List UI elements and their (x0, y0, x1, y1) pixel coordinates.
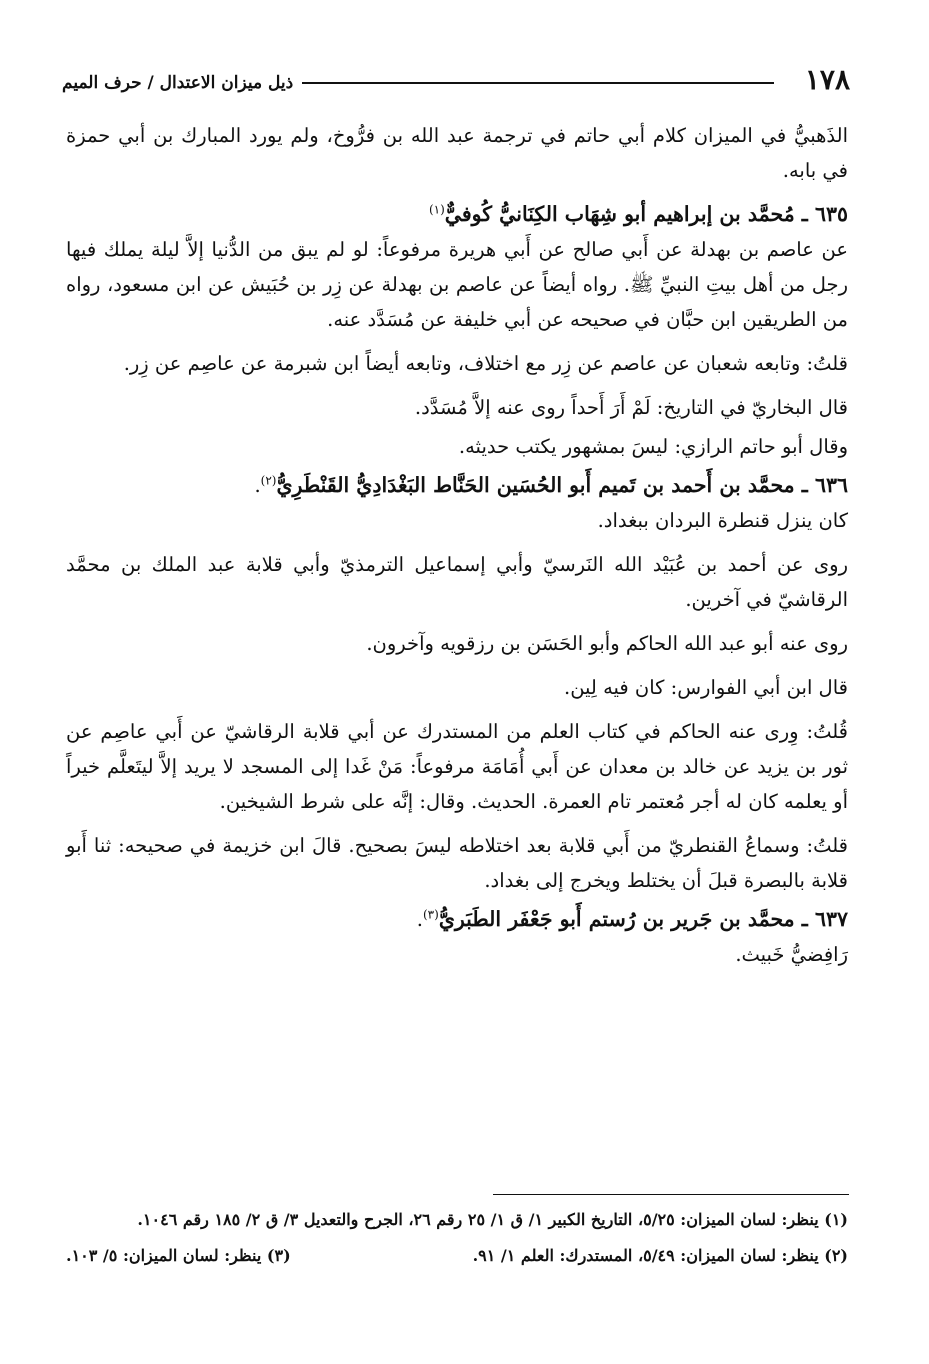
paragraph: قُلتُ: وِرى عنه الحاكم في كتاب العلم من المستدرك عن أبي قلابة الرقاشيّ عن أَبي عاصِم عن ثور بن يزيد عن خالد بن معدان عن أَبي أُمَامَة مرفوعاً: مَنْ غَدا إلى المسجد لا يريد إلاَّ ليتَعلَّم خيراً أو يعلمه كان له أجر مُعتمر تام العمرة. الحديث. وقال: إنَّه على شرط الشيخين. (66, 720, 848, 813)
paragraph: قال ابن أبي الفوارس: كان فيه لِين. (564, 676, 848, 699)
paragraph: وقال أبو حاتم الرازي: ليسَ بمشهور يكتب حديثه. (458, 435, 848, 458)
footnote-1: (١) ينظر: لسان الميزان: ٥/٢٥، التاريخ الكبير ١/ ق ١/ ٢٥ رقم ٢٦، الجرح والتعديل ٣/ ق ٢/ ١٨٥ رقم ١٠٤٦. (137, 1210, 848, 1229)
page-header (62, 60, 850, 104)
footnote-ref: (١) (428, 202, 445, 217)
entry-title: ٦٣٧ ـ محمَّد بن جَرير بن رُستم أَبو جَعْفَر الطَبَريُّ (438, 907, 848, 931)
entry-title: ٦٣٥ ـ مُحمَّد بن إبراهيم أبو شِهَاب الكِنَانيُّ كُوفيٌّ (444, 202, 848, 226)
entry-punct: . (254, 474, 261, 497)
entry-636-heading (66, 468, 848, 503)
footnote-ref: (٢) (260, 473, 277, 488)
paragraph: قال البخاريّ في التاريخ: لَمْ أَرَ أَحداً روى عنه إلاَّ مُسَدَّد. (414, 396, 848, 419)
paragraph: كان ينزل قنطرة البردان ببغداد. (597, 509, 848, 532)
footnote-2: (٢) ينظر: لسان الميزان: ٥/٤٩، المستدرك: العلم ١/ ٩١. (472, 1246, 848, 1265)
paragraph: قلتُ: وتابعه شعبان عن عاصم عن زِر مع اختلاف، وتابعه أيضاً ابن شبرمة عن عاصِم عن زِر. (123, 352, 848, 375)
paragraph: روى عن أحمد بن عُبَيْد الله النَرسيّ وأبي إسماعيل الترمذيّ وأبي قلابة عبد الملك بن محمَّد الرقاشيّ في آخرين. (66, 553, 848, 611)
page-number: ١٧٨ (804, 63, 850, 96)
header-rule (302, 82, 774, 84)
footnotes (66, 1206, 848, 1270)
footnote-rule (493, 1194, 849, 1195)
entry-title: ٦٣٦ ـ محمَّد بن أَحمد بن تَميم أَبو الحُسَين الحَنَّاط البَغْدَادِيُّ القَنْطَرِيُّ (276, 473, 848, 497)
paragraph: رَافِضيُّ خَبيث. (735, 943, 848, 966)
main-text (66, 118, 848, 972)
footnote-ref: (٣) (422, 907, 439, 922)
footnote-3: (٣) ينظر: لسان الميزان: ٥/ ١٠٣. (66, 1246, 291, 1265)
entry-punct: . (416, 908, 423, 931)
paragraph: روى عنه أبو عبد الله الحاكم وأبو الحَسَن بن رزقويه وآخرون. (366, 632, 848, 655)
entry-635-heading (66, 197, 848, 232)
running-title: ذيل ميزان الاعتدال / حرف الميم (62, 73, 294, 93)
entry-637-heading (66, 902, 848, 937)
paragraph: الذَهبيُّ في الميزان كلام أبي حاتم في ترجمة عبد الله بن فرُّوخ، ولم يورد المبارك بن أبي حمزة في بابه. (66, 124, 848, 182)
paragraph: قلتُ: وسماعُ القنطريّ من أَبي قلابة بعد اختلاطه ليسَ بصحيح. قالَ ابن خزيمة في صحيحه: ثنا أَبو قلابة بالبصرة قبلَ أن يختلط ويخرج إلى بغداد. (66, 834, 848, 892)
paragraph: عن عاصم بن بهدلة عن أَبي صالح عن أَبي هريرة مرفوعاً: لو لم يبق من الدُّنيا إلاَّ ليلة يملك فيها رجل من أهل بيتِ النبيِّ ﷺ. رواه أيضاً عن عاصم بن بهدلة عن زِر بن حُبَيش عن ابن مسعود، رواه من الطريقين ابن حبَّان في صحيحه عن أبي خليفة عن مُسَدَّد عنه. (66, 238, 848, 331)
footnote-row (66, 1242, 848, 1270)
